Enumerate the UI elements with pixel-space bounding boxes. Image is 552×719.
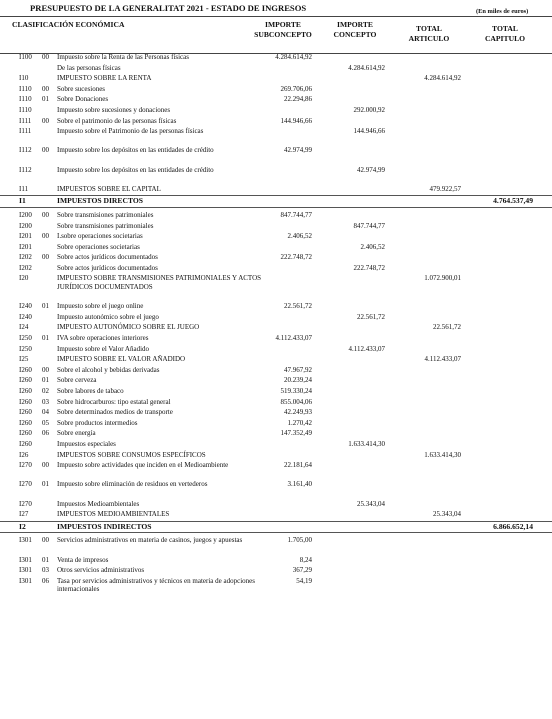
importe-subconcepto: 847.744,77 bbox=[280, 210, 312, 219]
row-subcode: 05 bbox=[42, 418, 49, 427]
row-subcode: 00 bbox=[42, 536, 49, 545]
importe-subconcepto: 4.284.614,92 bbox=[275, 53, 312, 61]
importe-subconcepto: 20.239,24 bbox=[284, 376, 312, 385]
total-articulo: 22.561,72 bbox=[433, 323, 461, 332]
row-code: I270 bbox=[19, 480, 32, 489]
row-description: Sobre Donaciones bbox=[57, 95, 109, 104]
row-description: IMPUESTOS MEDIOAMBIENTALES bbox=[57, 510, 170, 519]
importe-subconcepto: 42.974,99 bbox=[284, 146, 312, 155]
table-row bbox=[0, 222, 552, 231]
row-code: I1 bbox=[19, 196, 26, 206]
row-description: Sobre hidrocarburos: tipo estatal general bbox=[57, 397, 171, 406]
row-code: I260 bbox=[19, 376, 32, 385]
row-description: Impuesto sobre el Patrimonio de las personas físicas bbox=[57, 127, 204, 136]
row-code: I250 bbox=[19, 334, 32, 343]
table-row bbox=[0, 408, 552, 417]
row-description: Sobre energía bbox=[57, 429, 96, 438]
row-code: I260 bbox=[19, 439, 32, 448]
row-subcode: 00 bbox=[42, 210, 49, 219]
row-code: I11 bbox=[19, 184, 29, 193]
table-row bbox=[0, 419, 552, 428]
importe-subconcepto: 147.352,49 bbox=[280, 429, 312, 438]
row-code: I110 bbox=[19, 95, 32, 104]
table-row bbox=[0, 566, 552, 575]
row-description: Venta de impresos bbox=[57, 555, 109, 564]
importe-subconcepto: 54,19 bbox=[296, 576, 312, 585]
table-row bbox=[0, 232, 552, 241]
row-code: I26 bbox=[19, 450, 29, 459]
row-description: Sobre operaciones societarias bbox=[57, 242, 140, 251]
importe-concepto: 2.406,52 bbox=[360, 242, 385, 251]
table-row bbox=[0, 264, 552, 273]
row-code: I301 bbox=[19, 536, 32, 545]
table-row bbox=[0, 536, 552, 553]
row-description: Sobre el alcohol y bebidas derivadas bbox=[57, 365, 160, 374]
row-description: Servicios administrativos en materia de casinos, juegos y apuestas bbox=[57, 536, 243, 545]
row-subcode: 01 bbox=[42, 334, 49, 343]
row-description: IMPUESTO SOBRE LA RENTA bbox=[57, 74, 152, 83]
row-description: IMPUESTOS SOBRE CONSUMOS ESPECÍFICOS bbox=[57, 450, 206, 459]
row-subcode: 01 bbox=[42, 95, 49, 104]
table-row bbox=[0, 243, 552, 252]
table-row bbox=[0, 500, 552, 509]
importe-subconcepto: 22.181,64 bbox=[284, 461, 312, 470]
document-title: PRESUPUESTO DE LA GENERALITAT 2021 - ESTADO DE INGRESOS bbox=[30, 3, 307, 13]
row-subcode: 00 bbox=[42, 232, 49, 241]
header-total-capitulo: TOTAL CAPITULO bbox=[484, 24, 526, 43]
importe-subconcepto: 42.249,93 bbox=[284, 408, 312, 417]
importe-subconcepto: 1.270,42 bbox=[287, 418, 312, 427]
total-articulo: 1.633.414,30 bbox=[424, 450, 461, 459]
row-subcode: 01 bbox=[42, 376, 49, 385]
row-subcode: 00 bbox=[42, 53, 49, 61]
importe-concepto: 22.561,72 bbox=[357, 312, 385, 321]
row-code: I260 bbox=[19, 408, 32, 417]
table-row bbox=[0, 461, 552, 478]
header-importe-subconcepto: IMPORTE SUBCONCEPTO bbox=[254, 20, 312, 39]
table-row bbox=[0, 398, 552, 407]
row-code: I240 bbox=[19, 302, 32, 311]
row-description: I.sobre operaciones societarias bbox=[57, 232, 143, 241]
table-row bbox=[0, 185, 552, 194]
importe-subconcepto: 4.112.433,07 bbox=[275, 334, 312, 343]
row-code: I202 bbox=[19, 263, 32, 272]
importe-subconcepto: 1.705,00 bbox=[287, 536, 312, 545]
table-row bbox=[0, 355, 552, 364]
row-description: Impuesto autonómico sobre el juego bbox=[57, 312, 159, 321]
table-row bbox=[0, 510, 552, 519]
row-code: I301 bbox=[19, 555, 32, 564]
row-description: Impuestos Medioambientales bbox=[57, 499, 140, 508]
row-description: Impuesto sobre actividades que inciden en el Medioambiente bbox=[57, 461, 229, 470]
row-description: IMPUESTO SOBRE EL VALOR AÑADIDO bbox=[57, 355, 186, 364]
row-code: I201 bbox=[19, 232, 32, 241]
total-capitulo: 4.764.537,49 bbox=[493, 196, 533, 206]
header-total-articulo: TOTAL ARTICULO bbox=[408, 24, 450, 43]
row-description: IMPUESTO AUTONÓMICO SOBRE EL JUEGO bbox=[57, 323, 200, 332]
row-code: I2 bbox=[19, 521, 26, 531]
row-code: I111 bbox=[19, 127, 32, 136]
row-description: IVA sobre operaciones interiores bbox=[57, 334, 149, 343]
row-code: I201 bbox=[19, 242, 32, 251]
row-subcode: 00 bbox=[42, 146, 49, 155]
importe-subconcepto: 519.330,24 bbox=[280, 387, 312, 396]
row-subcode: 03 bbox=[42, 566, 49, 575]
row-description: IMPUESTOS SOBRE EL CAPITAL bbox=[57, 184, 161, 193]
total-articulo: 4.112.433,07 bbox=[424, 355, 461, 364]
row-code: I301 bbox=[19, 566, 32, 575]
row-code: I260 bbox=[19, 418, 32, 427]
row-code: I200 bbox=[19, 210, 32, 219]
row-subcode: 00 bbox=[42, 116, 49, 125]
table-row bbox=[0, 95, 552, 104]
table-row bbox=[0, 376, 552, 385]
importe-concepto: 222.748,72 bbox=[353, 263, 385, 272]
row-code: I112 bbox=[19, 146, 32, 155]
row-subcode: 03 bbox=[42, 397, 49, 406]
row-subcode: 06 bbox=[42, 429, 49, 438]
row-code: I10 bbox=[19, 74, 29, 83]
row-description: De las personas físicas bbox=[57, 63, 121, 72]
row-code: I260 bbox=[19, 397, 32, 406]
row-code: I110 bbox=[19, 105, 32, 114]
row-description: Sobre transmisiones patrimoniales bbox=[57, 221, 154, 230]
row-description: Sobre el patrimonio de las personas físicas bbox=[57, 116, 177, 125]
table-row bbox=[0, 195, 552, 208]
row-code: I270 bbox=[19, 499, 32, 508]
row-code: I260 bbox=[19, 365, 32, 374]
importe-concepto: 144.946,66 bbox=[353, 127, 385, 136]
table-row bbox=[0, 345, 552, 354]
row-code: I112 bbox=[19, 165, 32, 174]
table-row bbox=[0, 440, 552, 449]
row-code: I25 bbox=[19, 355, 29, 364]
importe-subconcepto: 22.294,86 bbox=[284, 95, 312, 104]
row-description: Impuestos especiales bbox=[57, 439, 116, 448]
row-code: I100 bbox=[19, 53, 32, 61]
total-capitulo: 6.866.652,14 bbox=[493, 521, 533, 531]
total-articulo: 1.072.900,01 bbox=[424, 274, 461, 283]
importe-concepto: 25.343,04 bbox=[357, 499, 385, 508]
row-description: Impuesto sobre la Renta de las Personas físicas bbox=[57, 53, 189, 61]
table-row bbox=[0, 211, 552, 220]
importe-subconcepto: 144.946,66 bbox=[280, 116, 312, 125]
importe-concepto: 847.744,77 bbox=[353, 221, 385, 230]
row-code: I240 bbox=[19, 312, 32, 321]
importe-subconcepto: 222.748,72 bbox=[280, 253, 312, 262]
row-description: Sobre actos jurídicos documentados bbox=[57, 253, 158, 262]
table-row bbox=[0, 106, 552, 115]
importe-concepto: 4.112.433,07 bbox=[348, 344, 385, 353]
row-subcode: 01 bbox=[42, 555, 49, 564]
table-row bbox=[0, 274, 552, 300]
row-description: IMPUESTOS DIRECTOS bbox=[57, 196, 144, 206]
row-description: Impuesto sobre sucesiones y donaciones bbox=[57, 105, 171, 114]
row-code: I27 bbox=[19, 510, 29, 519]
row-description: IMPUESTO SOBRE TRANSMISIONES PATRIMONIALES Y ACTOS JURÍDICOS DOCUMENTADOS bbox=[57, 274, 262, 292]
row-description: Sobre actos jurídicos documentados bbox=[57, 263, 158, 272]
row-subcode: 00 bbox=[42, 461, 49, 470]
row-subcode: 02 bbox=[42, 387, 49, 396]
header-clasificacion: CLASIFICACIÓN ECONÓMICA bbox=[12, 20, 125, 29]
row-subcode: 01 bbox=[42, 480, 49, 489]
row-subcode: 00 bbox=[42, 253, 49, 262]
row-description: Impuesto sobre los depósitos en las entidades de crédito bbox=[57, 165, 214, 174]
row-description: Sobre determinados medios de transporte bbox=[57, 408, 173, 417]
row-subcode: 01 bbox=[42, 302, 49, 311]
table-row bbox=[0, 313, 552, 322]
row-code: I20 bbox=[19, 274, 29, 283]
importe-concepto: 42.974,99 bbox=[357, 165, 385, 174]
importe-subconcepto: 367,29 bbox=[292, 566, 312, 575]
row-subcode: 00 bbox=[42, 84, 49, 93]
table-row bbox=[0, 85, 552, 94]
row-code: I260 bbox=[19, 387, 32, 396]
row-subcode: 04 bbox=[42, 408, 49, 417]
table-row bbox=[0, 556, 552, 565]
row-description: Sobre sucesiones bbox=[57, 84, 106, 93]
importe-subconcepto: 47.967,92 bbox=[284, 365, 312, 374]
row-subcode: 06 bbox=[42, 576, 49, 585]
table-row bbox=[0, 253, 552, 262]
table-row bbox=[0, 334, 552, 343]
table-row bbox=[0, 166, 552, 183]
row-code: I301 bbox=[19, 576, 32, 585]
table-row bbox=[0, 577, 552, 594]
row-code: I24 bbox=[19, 323, 29, 332]
row-description: Sobre transmisiones patrimoniales bbox=[57, 210, 154, 219]
units-note: (En miles de euros) bbox=[476, 8, 529, 15]
importe-concepto: 292.000,92 bbox=[353, 105, 385, 114]
row-subcode: 00 bbox=[42, 365, 49, 374]
total-articulo: 479.922,57 bbox=[429, 184, 461, 193]
table-row bbox=[0, 64, 552, 73]
row-description: Sobre cerveza bbox=[57, 376, 97, 385]
row-code: I260 bbox=[19, 429, 32, 438]
row-description: Impuesto sobre el Valor Añadido bbox=[57, 344, 150, 353]
row-description: Impuesto sobre los depósitos en las entidades de crédito bbox=[57, 146, 214, 155]
table-row bbox=[0, 451, 552, 460]
importe-subconcepto: 3.161,40 bbox=[287, 480, 312, 489]
total-articulo: 4.284.614,92 bbox=[424, 74, 461, 83]
header-importe-concepto: IMPORTE CONCEPTO bbox=[333, 20, 377, 39]
table-row bbox=[0, 74, 552, 83]
table-row bbox=[0, 429, 552, 438]
table-row bbox=[0, 387, 552, 396]
row-description: Impuesto sobre eliminación de residuos en vertederos bbox=[57, 480, 208, 489]
row-description: Sobre labores de tabaco bbox=[57, 387, 124, 396]
table-row bbox=[0, 127, 552, 144]
table-row bbox=[0, 146, 552, 163]
row-code: I270 bbox=[19, 461, 32, 470]
importe-concepto: 1.633.414,30 bbox=[348, 439, 385, 448]
table-row bbox=[0, 480, 552, 497]
row-code: I250 bbox=[19, 344, 32, 353]
row-code: I110 bbox=[19, 84, 32, 93]
table-row bbox=[0, 366, 552, 375]
row-description: IMPUESTOS INDIRECTOS bbox=[57, 521, 152, 531]
row-description: Impuesto sobre el juego online bbox=[57, 302, 144, 311]
importe-subconcepto: 2.406,52 bbox=[287, 232, 312, 241]
row-description: Sobre productos intermedios bbox=[57, 418, 138, 427]
table-row bbox=[0, 53, 552, 62]
table-row bbox=[0, 302, 552, 311]
table-row bbox=[0, 323, 552, 332]
table-row bbox=[0, 521, 552, 534]
row-code: I202 bbox=[19, 253, 32, 262]
importe-subconcepto: 269.706,06 bbox=[280, 84, 312, 93]
importe-subconcepto: 855.004,06 bbox=[280, 397, 312, 406]
row-description: Tasa por servicios administrativos y técnicos en materia de adopciones internacionales bbox=[57, 576, 255, 594]
row-code: I111 bbox=[19, 116, 32, 125]
row-description: Otros servicios administrativos bbox=[57, 566, 145, 575]
row-code: I200 bbox=[19, 221, 32, 230]
table-header bbox=[0, 16, 552, 54]
table-row bbox=[0, 117, 552, 126]
total-articulo: 25.343,04 bbox=[433, 510, 461, 519]
importe-concepto: 4.284.614,92 bbox=[348, 63, 385, 72]
importe-subconcepto: 22.561,72 bbox=[284, 302, 312, 311]
importe-subconcepto: 8,24 bbox=[299, 555, 312, 564]
table-body bbox=[0, 53, 552, 594]
